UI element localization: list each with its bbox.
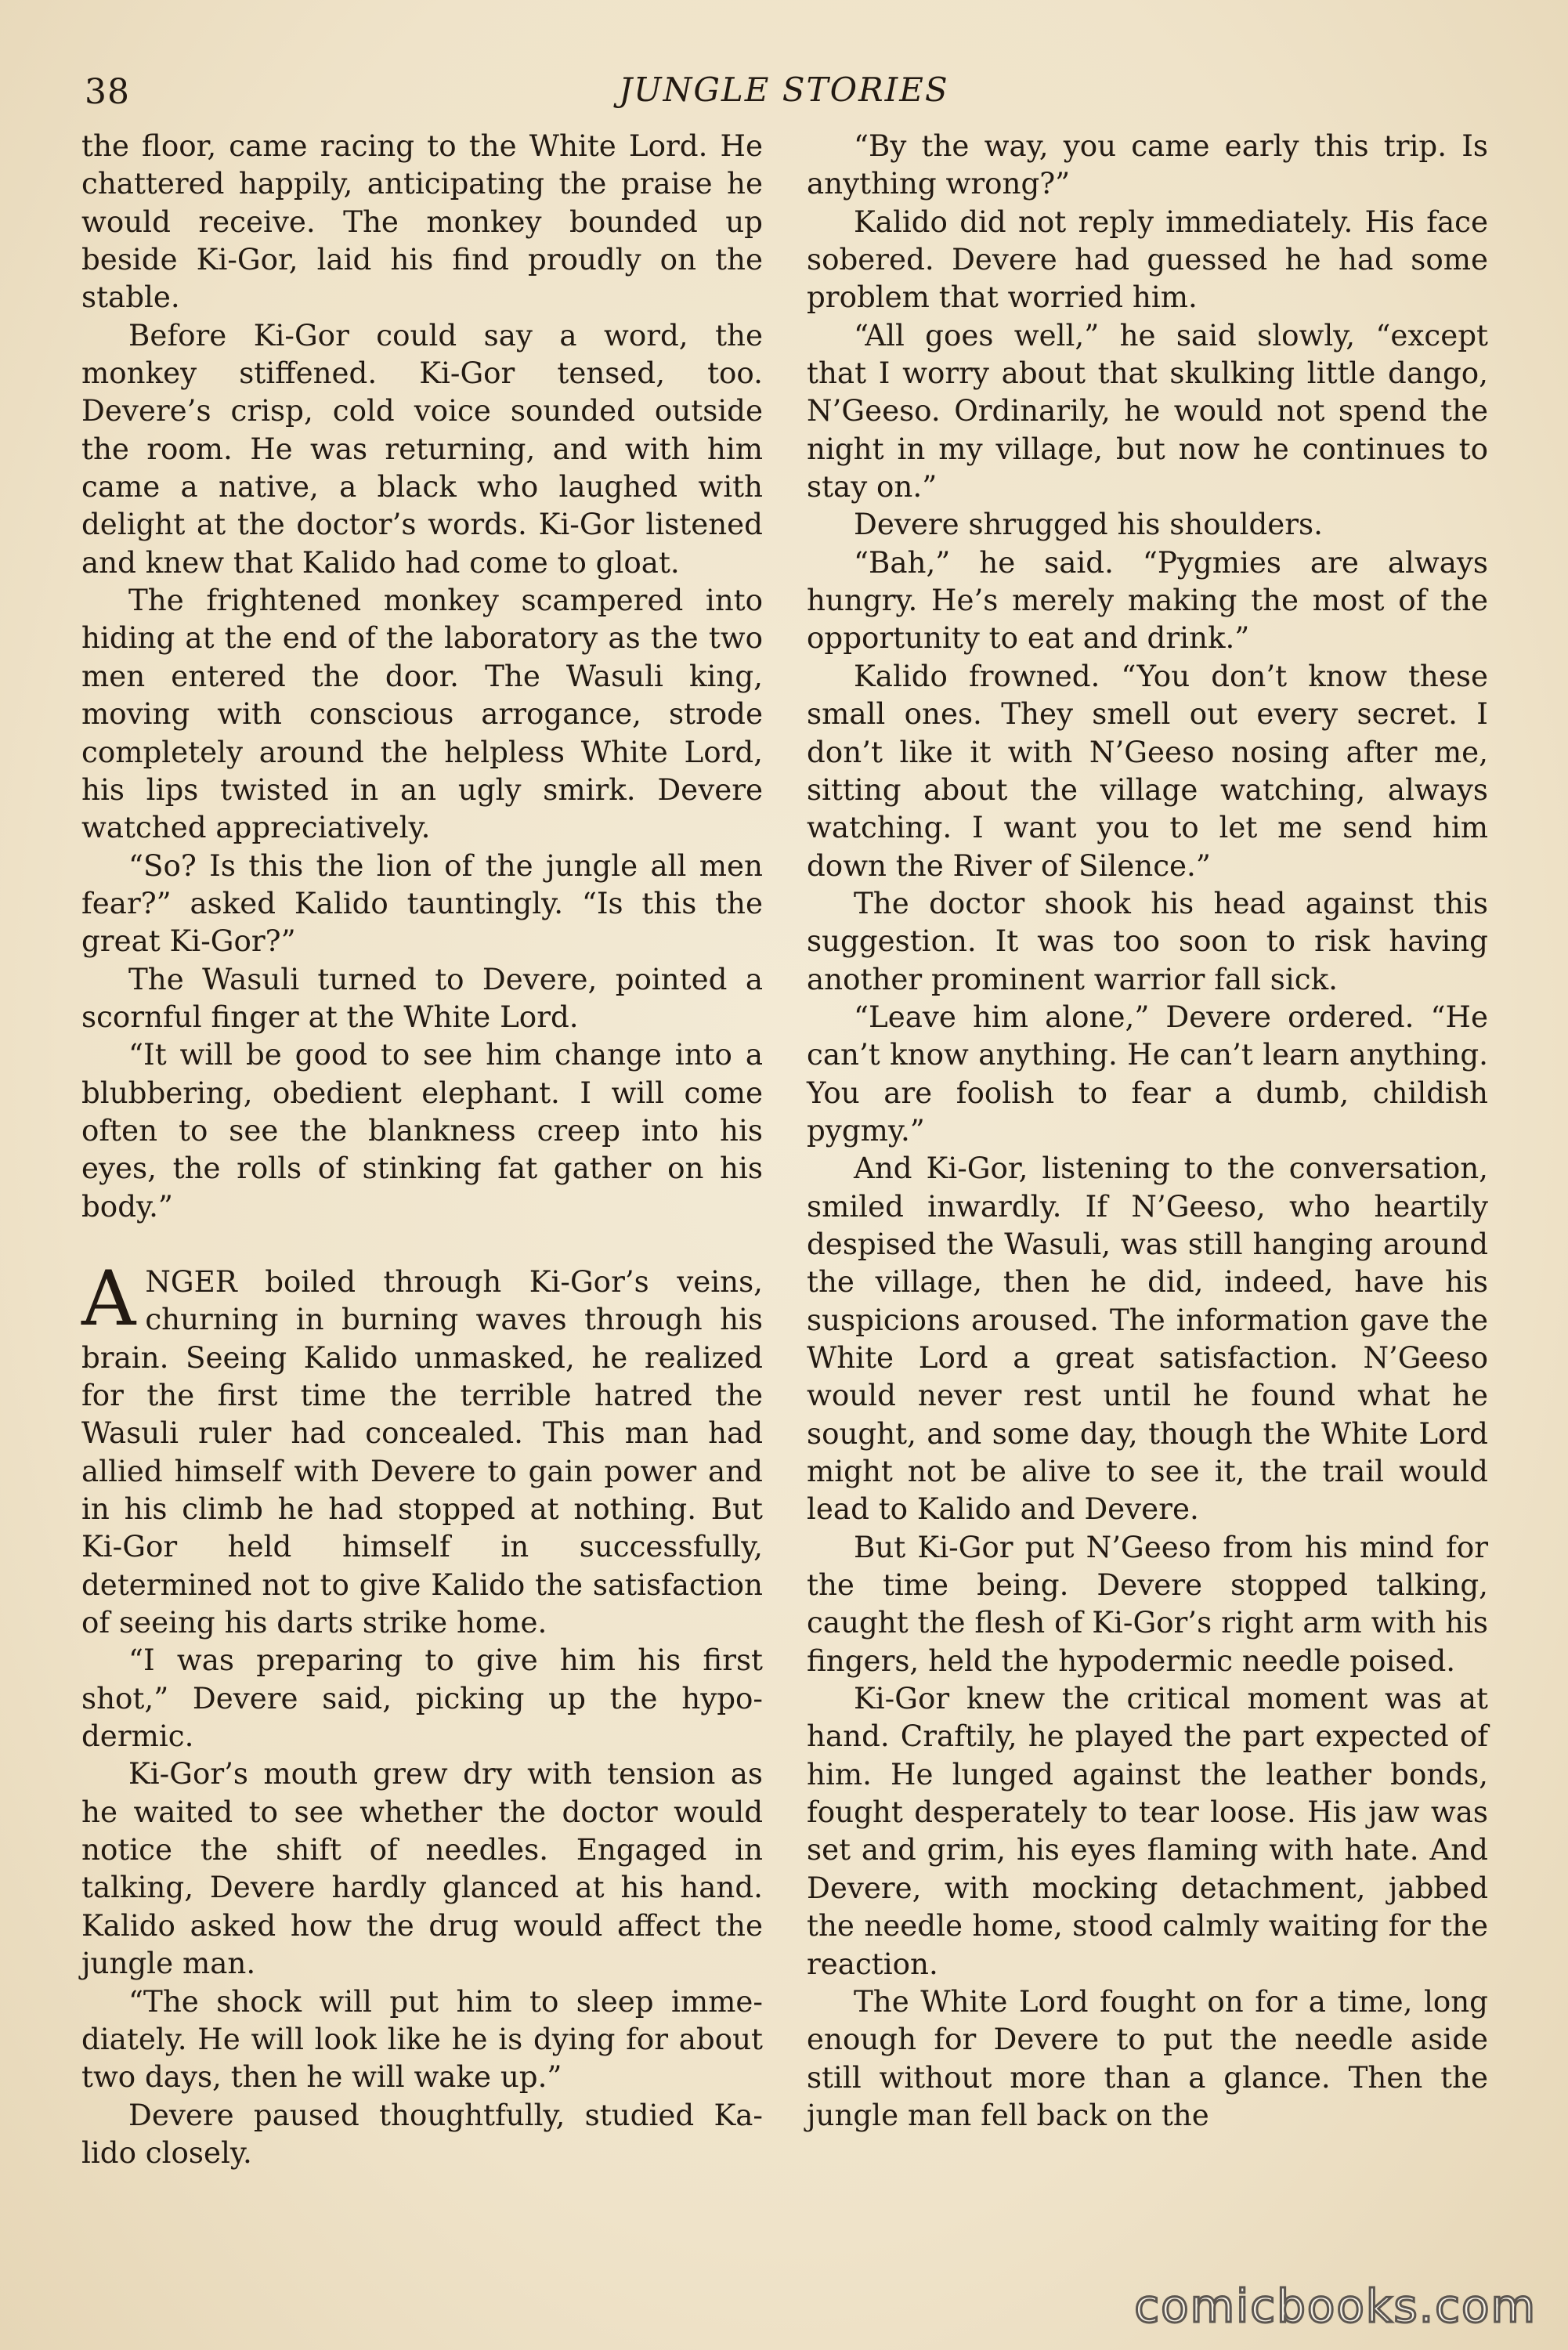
page-number: 38 xyxy=(85,72,130,112)
drop-cap: A xyxy=(81,1254,136,1343)
section-opening-text: NGER boiled through Ki-Gor’s veins, churning in burning waves through his brain. Seeing Kalido unmasked, he realized for the first time the terrible hatred the Wasuli ruler had concealed. This man had allied himself with Devere to gain power and in his climb he had stopped at nothing. But Ki-Gor held himself in successfully, determined not to give Kalido the satisfaction of seeing his darts strike home. xyxy=(81,1264,763,1640)
paragraph: Kalido frowned. “You don’t know these small ones. They smell out every secret. I don’t like it with N’Geeso nosing after me, sitting about the village watching, always watching. I want you to let me send him down the River of Silence.” xyxy=(807,658,1488,883)
paragraph: “All goes well,” he said slowly, “except that I worry about that skulking little dango, N’Geeso. Ordinarily, he would not spend the night in my village, but now he continues to stay on.” xyxy=(807,317,1488,504)
paragraph: “Leave him alone,” Devere ordered. “He can’t know anything. He can’t learn anything. You are foolish to fear a dumb, childish pygmy.” xyxy=(807,999,1488,1148)
paragraph: “The shock will put him to sleep immediately. He will look like he is dying for about two days, then he will wake up.” xyxy=(81,1983,763,2095)
paragraph: Ki-Gor’s mouth grew dry with tension as he waited to see whether the doctor would notice the shift of needles. Engaged in talking, Devere hardly glanced at his hand. Kalido asked how the drug would affect the jungle man. xyxy=(81,1756,763,1981)
paragraph: Kalido did not reply immediately. His face sobered. Devere had guessed he had some problem that worried him. xyxy=(807,204,1488,315)
paragraph: Ki-Gor knew the critical moment was at hand. Craftily, he played the part expected of him. He lunged against the leather bonds, fought desperately to tear loose. His jaw was set and grim, his eyes flaming with hate. And Devere, with mocking detachment, jabbed the needle home, stood calmly waiting for the reaction. xyxy=(807,1681,1488,1981)
watermark-logo: comicbooks.com xyxy=(1134,2280,1537,2333)
section-opening-paragraph xyxy=(81,1254,763,1641)
right-column xyxy=(807,127,1488,2134)
paragraph: Devere paused thoughtfully, studied Kalido closely. xyxy=(81,2097,763,2170)
paragraph: the floor, came racing to the White Lord. He chattered happily, anticipating the praise he would receive. The monkey bounded up beside Ki-Gor, laid his find proudly on the stable. xyxy=(81,128,763,315)
paragraph: “By the way, you came early this trip. Is anything wrong?” xyxy=(807,128,1488,201)
paragraph: “So? Is this the lion of the jungle all men fear?” asked Kalido tauntingly. “Is this the great Ki-Gor?” xyxy=(81,848,763,959)
paragraph: The Wasuli turned to Devere, pointed a scornful finger at the White Lord. xyxy=(81,961,763,1034)
paragraph: The frightened monkey scampered into hiding at the end of the laboratory as the two men entered the door. The Wasuli king, moving with conscious arrogance, strode completely around the helpless White Lord, his lips twisted in an ugly smirk. Devere watched appreciatively. xyxy=(81,583,763,845)
paragraph: But Ki-Gor put N’Geeso from his mind for the time being. Devere stopped talking, caught the flesh of Ki-Gor’s right arm with his fingers, held the hypodermic needle poised. xyxy=(807,1529,1488,1678)
paragraph: “It will be good to see him change into a blubbering, obedient elephant. I will come often to see the blankness creep into his eyes, the rolls of stinking fat gather on his body.” xyxy=(81,1037,763,1224)
paragraph: Before Ki-Gor could say a word, the monkey stiffened. Ki-Gor tensed, too. Devere’s crisp, cold voice sounded outside the room. He was returning, and with him came a native, a black who laughed with delight at the doctor’s words. Ki-Gor listened and knew that Kalido had come to gloat. xyxy=(81,317,763,580)
paragraph: The White Lord fought on for a time, long enough for Devere to put the needle aside still without more than a glance. Then the jungle man fell back on the xyxy=(807,1983,1488,2132)
left-column xyxy=(81,127,763,2171)
paragraph: “Bah,” he said. “Pygmies are always hungry. He’s merely making the most of the opportunity to eat and drink.” xyxy=(807,544,1488,656)
paragraph: Devere shrugged his shoulders. xyxy=(854,507,1323,542)
running-head: JUNGLE STORIES xyxy=(619,70,949,109)
paragraph: “I was preparing to give him his first shot,” Devere said, picking up the hypodermic. xyxy=(81,1643,763,1754)
paragraph: The doctor shook his head against this suggestion. It was too soon to risk having another prominent warrior fall sick. xyxy=(807,885,1488,996)
paragraph: And Ki-Gor, listening to the conversation, smiled inwardly. If N’Geeso, who heartily despised the Wasuli, was still hanging around the village, then he did, indeed, have his suspicions aroused. The information gave the White Lord a great satisfaction. N’Geeso would never rest until he found what he sought, and some day, though the White Lord might not be alive to see it, the trail would lead to Kalido and Devere. xyxy=(807,1151,1488,1527)
